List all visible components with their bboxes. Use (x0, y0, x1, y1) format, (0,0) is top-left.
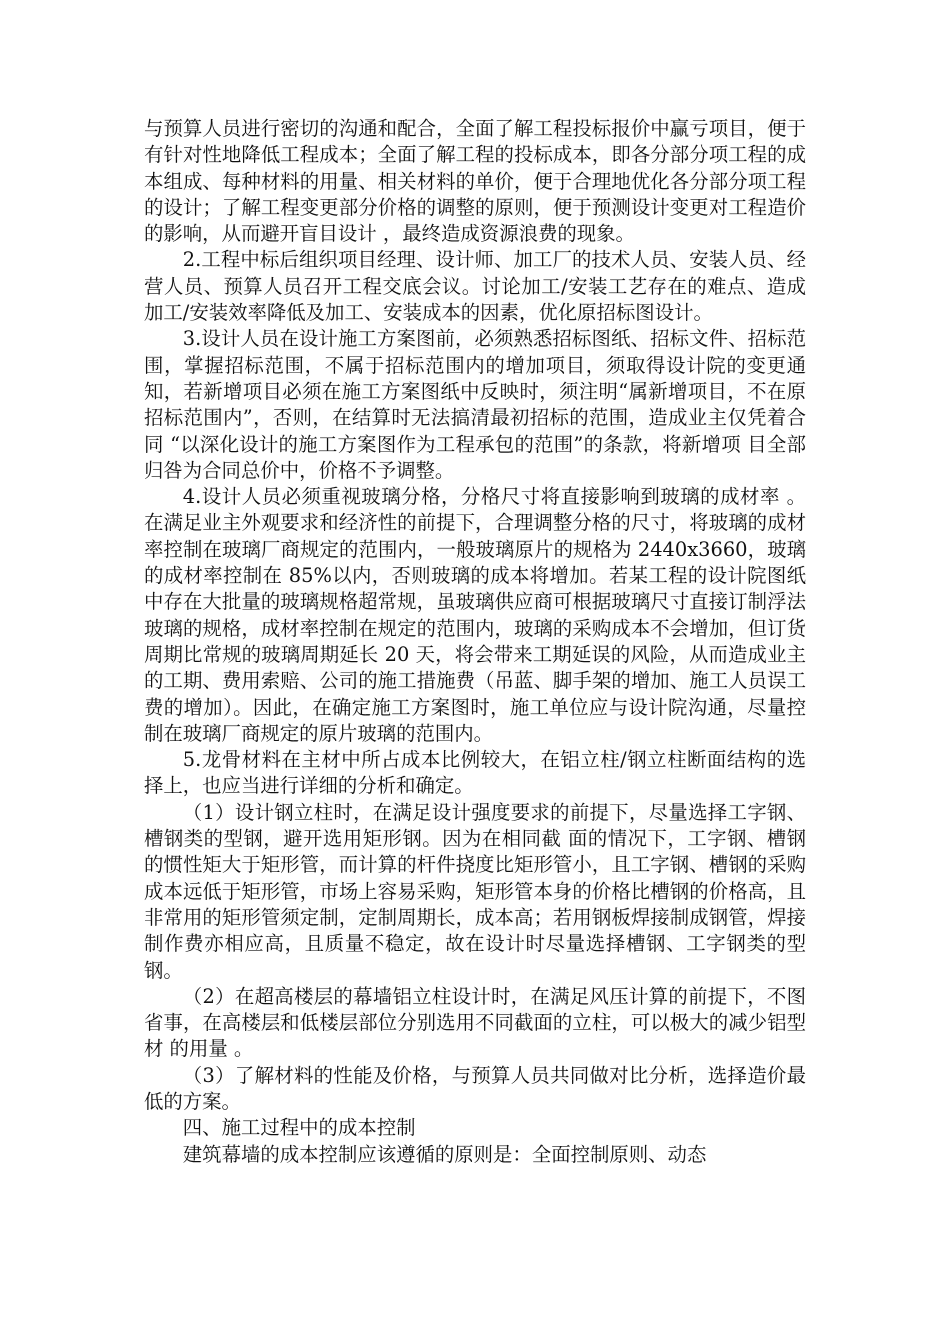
paragraph-item-4: 4.设计人员必须重视玻璃分格，分格尺寸将直接影响到玻璃的成材率 。在满足业主外观要求和经济性的前提下，合理调整分格的尺寸，将玻璃的成材率控制在玻璃厂商规定的范围内，一般玻璃原片的规格为 2440x3660，玻璃的成材率控制在 85%以内，否则玻璃的成本将增加。若某工程的设计院图纸中存在大批量的玻璃规格超常规，虽玻璃供应商可根据玻璃尺寸直接订制浮法玻璃的规格，成材率控制在规定的范围内，玻璃的采购成本不会增加，但订货周期比常规的玻璃周期延长 20 天，将会带来工期延误的风险，从而造成业主的工期、费用索赔、公司的施工措施费（吊蓝、脚手架的增加、施工人员误工费的增加）。因此，在确定施工方案图时，施工单位应与设计院沟通，尽量控制在玻璃厂商规定的原片玻璃的范围内。 (144, 485, 806, 745)
paragraph-item-2: 2.工程中标后组织项目经理、设计师、加工厂的技术人员、安装人员、经营人员、预算人员召开工程交底会议。讨论加工/安装工艺存在的难点、造成加工/安装效率降低及加工、安装成本的因素，优化原招标图设计。 (144, 248, 806, 325)
section-heading: 四、施工过程中的成本控制 (182, 1116, 416, 1140)
paragraph-subitem-1: （1）设计钢立柱时，在满足设计强度要求的前提下，尽量选择工字钢、槽钢类的型钢，避开选用矩形钢。因为在相同截 面的情况下，工字钢、槽钢的惯性矩大于矩形管，而计算的杆件挠度比矩形管小，且工字钢、槽钢的采购成本远低于矩形管，市场上容易采购，矩形管本身的价格比槽钢的价格高，且非常用的矩形管须定制，定制周期长，成本高；若用钢板焊接制成钢管，焊接制作费亦相应高，且质量不稳定，故在设计时尽量选择槽钢、工字钢类的型钢。 (144, 800, 806, 982)
document-page (144, 116, 806, 1168)
paragraph-intro-continued: 与预算人员进行密切的沟通和配合，全面了解工程投标报价中赢亏项目，便于有针对性地降低工程成本；全面了解工程的投标成本，即各分部分项工程的成本组成、每种材料的用量、相关材料的单价，便于合理地优化各分部分项工程的设计；了解工程变更部分价格的调整的原则，便于预测设计变更对工程造价的影响，从而避开盲目设计 ，最终造成资源浪费的现象。 (144, 117, 806, 246)
paragraph-subitem-3: （3）了解材料的性能及价格，与预算人员共同做对比分析，选择造价最低的方案。 (144, 1063, 806, 1113)
paragraph-item-5: 5.龙骨材料在主材中所占成本比例较大，在铝立柱/钢立柱断面结构的选择上，也应当进行详细的分析和确定。 (144, 748, 806, 798)
paragraph-item-3: 3.设计人员在设计施工方案图前，必须熟悉招标图纸、招标文件、招标范围，掌握招标范围，不属于招标范围内的增加项目，须取得设计院的变更通知，若新增项目必须在施工方案图纸中反映时，须注明“属新增项目，不在原招标范围内”，否则，在结算时无法搞清最初招标的范围，造成业主仅凭着合同 “以深化设计的施工方案图作为工程承包的范围”的条款，将新增项 目全部归咎为合同总价中，价格不予调整。 (144, 327, 806, 482)
paragraph-subitem-2: （2）在超高楼层的幕墙铝立柱设计时，在满足风压计算的前提下，不图省事，在高楼层和低楼层部位分别选用不同截面的立柱，可以极大的减少铝型材 的用量 。 (144, 984, 806, 1061)
paragraph-cost-principles: 建筑幕墙的成本控制应该遵循的原则是：全面控制原则、动态 (182, 1142, 707, 1166)
